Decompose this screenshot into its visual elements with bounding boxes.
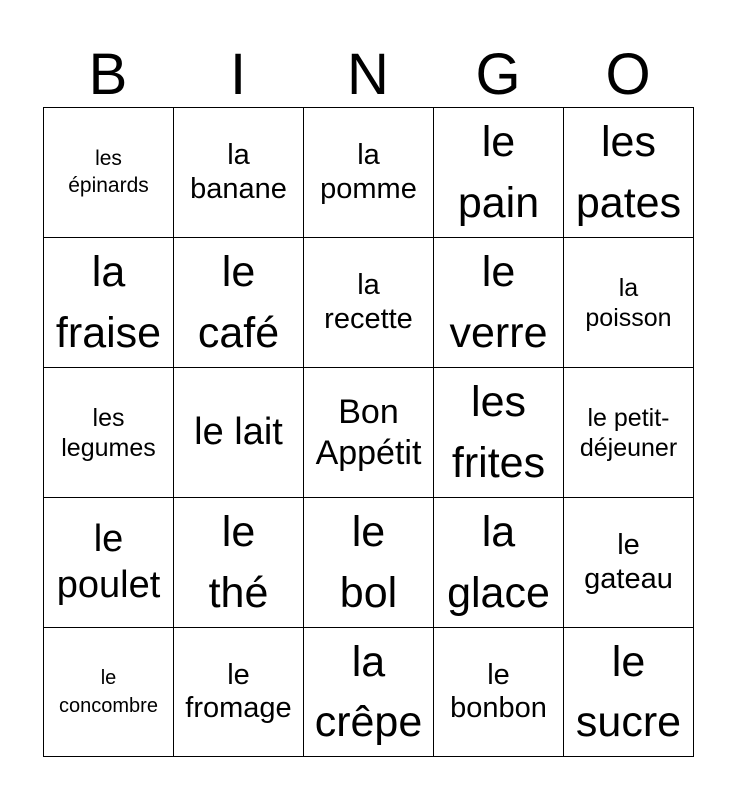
bingo-cell[interactable] bbox=[174, 628, 304, 757]
cell-text: les frites bbox=[451, 378, 546, 487]
bingo-cell[interactable] bbox=[304, 498, 434, 628]
header-letter-i: I bbox=[229, 42, 247, 107]
cell-text: le thé bbox=[208, 508, 269, 617]
cell-text: la recette bbox=[324, 269, 413, 335]
cell-text: la crêpe bbox=[314, 637, 423, 746]
header-letter-o: O bbox=[605, 42, 651, 107]
bingo-cell[interactable] bbox=[44, 108, 174, 238]
cell-text: le bonbon bbox=[450, 658, 547, 724]
cell-text: la poisson bbox=[585, 273, 672, 332]
bingo-board bbox=[43, 107, 694, 757]
bingo-cell[interactable] bbox=[304, 238, 434, 368]
bingo-cell[interactable] bbox=[174, 498, 304, 628]
cell-text: le verre bbox=[449, 248, 548, 357]
cell-text: le concombre bbox=[59, 667, 158, 717]
cell-text: le sucre bbox=[575, 637, 682, 746]
header-letter-g: G bbox=[475, 42, 521, 107]
cell-text: la glace bbox=[447, 508, 550, 617]
cell-text: la fraise bbox=[55, 248, 162, 357]
cell-text: le pain bbox=[457, 118, 540, 227]
bingo-cell[interactable] bbox=[434, 238, 564, 368]
bingo-cell[interactable] bbox=[44, 238, 174, 368]
bingo-cell[interactable] bbox=[174, 368, 304, 498]
cell-text: le bol bbox=[339, 508, 398, 617]
bingo-cell[interactable] bbox=[434, 108, 564, 238]
cell-text: le fromage bbox=[185, 658, 292, 724]
bingo-cell[interactable] bbox=[44, 628, 174, 757]
bingo-cell[interactable] bbox=[434, 368, 564, 498]
cell-text: le lait bbox=[194, 410, 283, 453]
bingo-cell[interactable] bbox=[174, 108, 304, 238]
bingo-cell[interactable] bbox=[44, 498, 174, 628]
cell-text: le poulet bbox=[56, 517, 161, 606]
bingo-cell[interactable] bbox=[564, 628, 694, 757]
cell-text: le café bbox=[197, 248, 280, 357]
bingo-cell[interactable] bbox=[564, 108, 694, 238]
cell-text: les pates bbox=[575, 118, 682, 227]
bingo-cell[interactable] bbox=[174, 238, 304, 368]
bingo-cell[interactable] bbox=[564, 368, 694, 498]
cell-text: le gateau bbox=[584, 529, 673, 595]
bingo-cell[interactable] bbox=[434, 628, 564, 757]
cell-text: la banane bbox=[190, 139, 287, 205]
cell-text: Bon Appétit bbox=[315, 392, 422, 472]
bingo-cell[interactable] bbox=[564, 498, 694, 628]
bingo-cell[interactable] bbox=[304, 628, 434, 757]
cell-text: la pomme bbox=[320, 139, 417, 205]
header-letter-b: B bbox=[88, 42, 128, 107]
bingo-cell[interactable] bbox=[434, 498, 564, 628]
bingo-header bbox=[43, 44, 693, 106]
bingo-cell-free[interactable] bbox=[304, 368, 434, 498]
bingo-cell[interactable] bbox=[304, 108, 434, 238]
bingo-cell[interactable] bbox=[564, 238, 694, 368]
cell-text: les legumes bbox=[61, 403, 156, 462]
cell-text: le petit- déjeuner bbox=[579, 403, 678, 462]
header-letter-n: N bbox=[347, 42, 389, 107]
bingo-cell[interactable] bbox=[44, 368, 174, 498]
cell-text: les épinards bbox=[68, 147, 149, 197]
